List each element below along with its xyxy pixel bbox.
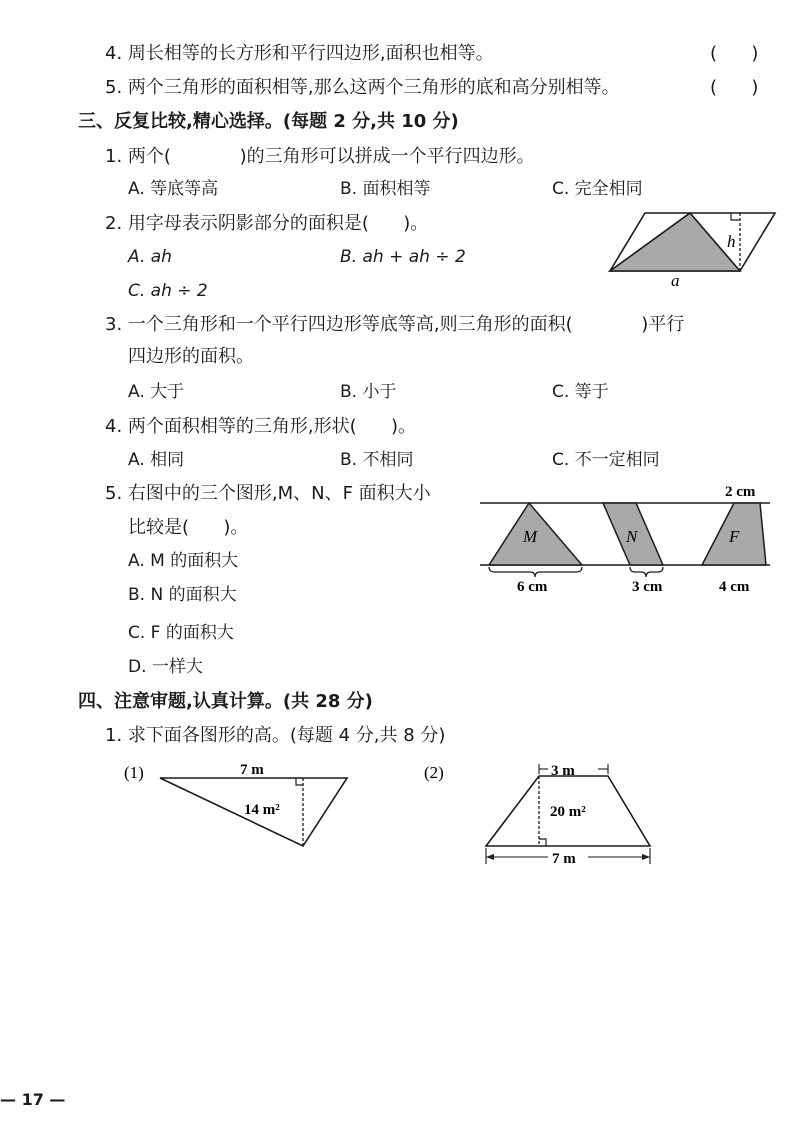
choice-question-2: 2. 用字母表示阴影部分的面积是( )。 [105, 213, 429, 234]
option-1b[interactable]: B. 面积相等 [340, 179, 431, 199]
figure-2-number: (2) [424, 763, 444, 782]
option-4a[interactable]: A. 相同 [128, 450, 185, 470]
mnf-figure [475, 478, 775, 596]
section-4-title: 四、注意审题,认真计算。(共 28 分) [78, 691, 373, 712]
m-base-label: 6 cm [517, 579, 548, 595]
page-number: — 17 — [0, 1090, 66, 1109]
bottom-dim-arrow-right [642, 854, 650, 860]
judge-question-4: 4. 周长相等的长方形和平行四边形,面积也相等。 [105, 43, 494, 64]
answer-blank-judge-4[interactable]: ( ) [710, 43, 759, 64]
f-base-label: 4 cm [719, 579, 750, 595]
bottom-dim-arrow-left [486, 854, 494, 860]
option-5a[interactable]: A. M 的面积大 [128, 551, 239, 571]
option-1a[interactable]: A. 等底等高 [128, 179, 219, 199]
height-label: h [727, 232, 736, 251]
section-3-title: 三、反复比较,精心选择。(每题 2 分,共 10 分) [78, 111, 459, 132]
option-5d[interactable]: D. 一样大 [128, 657, 203, 677]
m-base-brace [489, 567, 582, 577]
judge-question-5: 5. 两个三角形的面积相等,那么这两个三角形的底和高分别相等。 [105, 77, 620, 98]
choice-question-1: 1. 两个( )的三角形可以拼成一个平行四边形。 [105, 146, 535, 167]
choice-question-4: 4. 两个面积相等的三角形,形状( )。 [105, 416, 416, 437]
option-2c[interactable]: C. ah ÷ 2 [128, 281, 208, 301]
option-2a[interactable]: A. ah [128, 247, 172, 267]
trapezoid-top-label: 3 m [551, 763, 575, 779]
trapezoid-figure [420, 756, 660, 868]
n-base-brace [630, 567, 663, 577]
choice-question-5-line1: 5. 右图中的三个图形,M、N、F 面积大小 [105, 483, 431, 504]
calc-question-1: 1. 求下面各图形的高。(每题 4 分,共 8 分) [105, 725, 446, 746]
choice-question-3-line1: 3. 一个三角形和一个平行四边形等底等高,则三角形的面积( )平行 [105, 314, 685, 335]
choice-question-3-line2: 四边形的面积。 [128, 346, 254, 367]
base-label: a [671, 271, 680, 290]
shape-n-label: N [626, 527, 638, 546]
trapezoid-area-label: 20 m² [550, 804, 586, 820]
top-width-label: 2 cm [725, 484, 756, 500]
shape-f-label: F [729, 527, 740, 546]
n-base-label: 3 cm [632, 579, 663, 595]
shape-m-label: M [523, 527, 538, 546]
triangle-area-label: 14 m² [244, 802, 280, 818]
option-3b[interactable]: B. 小于 [340, 382, 397, 402]
option-3a[interactable]: A. 大于 [128, 382, 185, 402]
figure-1-number: (1) [124, 763, 144, 782]
option-2b[interactable]: B. ah + ah ÷ 2 [340, 247, 466, 267]
option-4c[interactable]: C. 不一定相同 [552, 450, 660, 470]
answer-blank-judge-5[interactable]: ( ) [710, 77, 759, 98]
option-4b[interactable]: B. 不相同 [340, 450, 414, 470]
option-3c[interactable]: C. 等于 [552, 382, 609, 402]
triangle-figure [120, 756, 360, 856]
option-1c[interactable]: C. 完全相同 [552, 179, 643, 199]
trapezoid-bottom-label: 7 m [552, 851, 576, 867]
choice-question-5-line2: 比较是( )。 [128, 517, 249, 538]
triangle-top-label: 7 m [240, 762, 264, 778]
option-5b[interactable]: B. N 的面积大 [128, 585, 237, 605]
option-5c[interactable]: C. F 的面积大 [128, 623, 234, 643]
parallelogram-figure [605, 205, 785, 290]
